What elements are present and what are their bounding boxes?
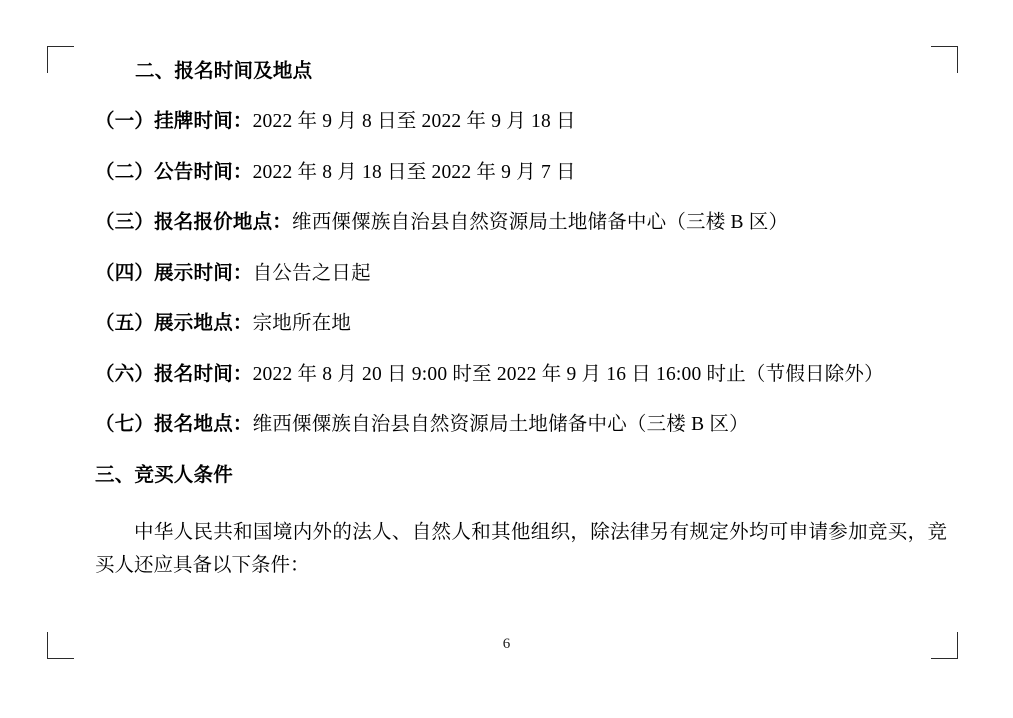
list-item: [95, 314, 960, 334]
list-item: [95, 415, 960, 435]
list-item-label: （六）报名时间：: [95, 363, 253, 385]
list-item-value: 2022 年 9 月 8 日至 2022 年 9 月 18 日: [252, 111, 576, 132]
list-item-value: 维西傈僳族自治县自然资源局土地储备中心（三楼 B 区）: [292, 212, 789, 233]
section-heading-2-text: 二、报名时间及地点: [135, 61, 313, 82]
list-item-value: 自公告之日起: [252, 262, 371, 284]
page-number: 6: [502, 636, 511, 652]
list-item-label: （四）展示时间：: [95, 262, 253, 284]
list-item: [95, 213, 960, 233]
section-heading-3: [95, 466, 960, 486]
list-item-value: 宗地所在地: [252, 313, 352, 334]
list-item-label: （七）报名地点：: [95, 414, 253, 435]
list-item-label: （五）展示地点：: [95, 313, 253, 334]
list-item: [95, 163, 960, 183]
list-item-value: 维西傈僳族自治县自然资源局土地储备中心（三楼 B 区）: [252, 414, 749, 435]
list-item-value: 2022 年 8 月 20 日 9:00 时至 2022 年 9 月 16 日 16:00 时止（节假日除外）: [252, 363, 884, 385]
document-body: [95, 62, 960, 583]
body-paragraph: 中华人民共和国境内外的法人、自然人和其他组织，除法律另有规定外均可申请参加竞买，竞买人还应具备以下条件：: [95, 521, 947, 577]
list-item-value: 2022 年 8 月 18 日至 2022 年 9 月 7 日: [252, 161, 576, 183]
section-heading-3-text: 三、竞买人条件: [95, 464, 233, 486]
list-item: [95, 264, 960, 284]
list-item-label: （二）公告时间：: [95, 161, 253, 183]
list-item: [95, 112, 960, 132]
crop-mark-top-left: [47, 46, 74, 73]
section-heading-2: [95, 62, 960, 82]
list-item-label: （三）报名报价地点：: [95, 212, 293, 233]
list-item-label: （一）挂牌时间：: [95, 111, 253, 132]
list-item: [95, 365, 960, 385]
